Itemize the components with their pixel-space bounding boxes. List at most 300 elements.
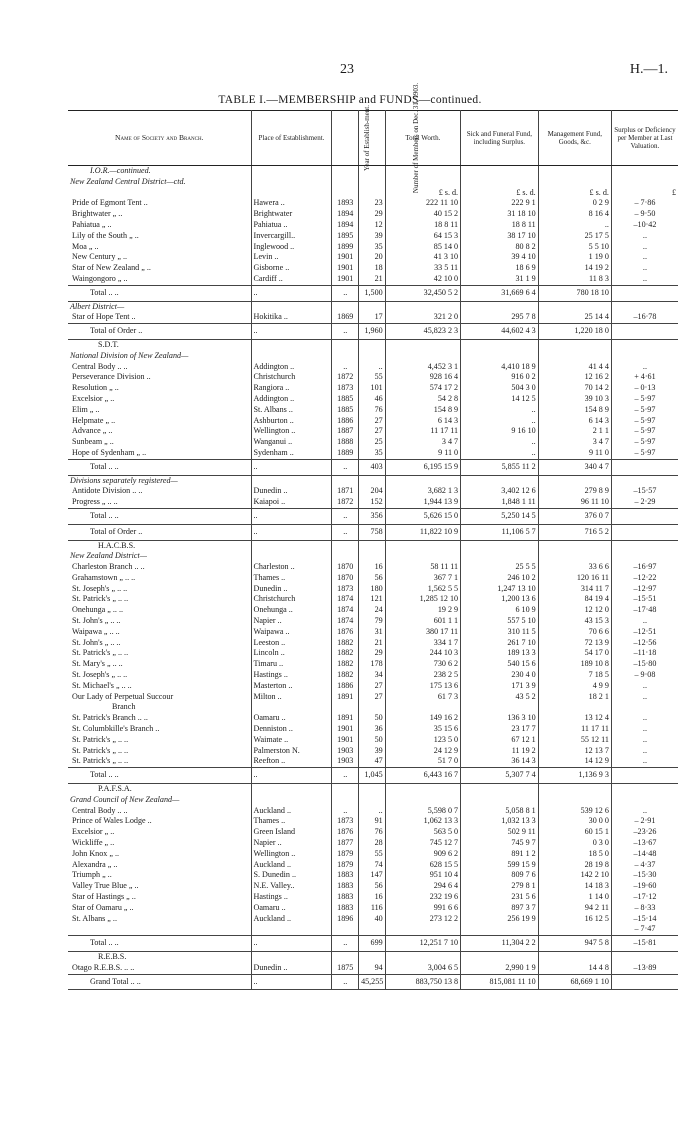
cell-society: Perseverance Division .. <box>68 372 251 383</box>
cell-management: 41 4 4 <box>538 362 611 373</box>
cell-members: 55 <box>359 849 386 860</box>
cell-members: 29 <box>359 209 386 220</box>
cell-surplus: .. <box>642 263 647 273</box>
table-row <box>68 838 678 849</box>
table-row <box>68 735 678 746</box>
cell-year <box>332 339 359 350</box>
cell-management: 13 12 4 <box>538 713 611 724</box>
cell-year: .. <box>332 362 359 373</box>
cell-place: Palmerston N. <box>251 746 332 757</box>
cell-year: 1873 <box>332 816 359 827</box>
cell-place: Hastings .. <box>251 892 332 903</box>
table-row <box>68 827 678 838</box>
cell-management: 14 18 3 <box>538 881 611 892</box>
cell-total-worth: 42 10 0 <box>385 274 460 285</box>
cell-surplus: –11·18 <box>633 648 657 658</box>
cell-total-worth: 3 4 7 <box>385 437 460 448</box>
cell-society: Helpmate „ .. <box>68 416 251 427</box>
cell-total-worth <box>385 339 460 350</box>
cell-total-worth: 123 5 0 <box>385 735 460 746</box>
cell-total-worth: 154 8 9 <box>385 405 460 416</box>
cell-members: 39 <box>359 231 386 242</box>
cell-management <box>538 924 611 935</box>
cell-society: St. Mary's „ .. .. <box>68 659 251 670</box>
cell-place: Auckland .. <box>251 860 332 871</box>
cell-surplus: .. <box>642 756 647 766</box>
cell-place: Wellington .. <box>251 426 332 437</box>
cell-total-worth: 1,062 13 3 <box>385 816 460 827</box>
cell-total-worth: 24 12 9 <box>385 746 460 757</box>
cell-society: Central Body .. .. <box>68 362 251 373</box>
cell-sick-funeral <box>461 951 539 962</box>
cell-sick-funeral: 1,200 13 6 <box>461 594 539 605</box>
cell-sick-funeral: 5,058 8 1 <box>461 806 539 817</box>
cell-surplus <box>611 351 678 362</box>
cell-society: St. Patrick's „ .. .. <box>68 594 251 605</box>
cell-members: 152 <box>359 497 386 508</box>
cell-sick-funeral <box>461 540 539 551</box>
table-row <box>68 881 678 892</box>
cell-place: Lincoln .. <box>251 648 332 659</box>
cell-total-worth: 991 6 6 <box>385 903 460 914</box>
cell-year <box>332 702 359 713</box>
cell-total-worth: 32,450 5 2 <box>385 285 460 301</box>
cell-surplus: .. <box>642 230 647 240</box>
cell-place: Reefton .. <box>251 756 332 767</box>
cell-surplus: –12·51 <box>633 626 657 636</box>
cell-place: Christchurch <box>251 372 332 383</box>
cell-surplus <box>611 795 678 806</box>
cell-surplus: –12·97 <box>633 583 657 593</box>
cell-total-worth: 1,562 5 5 <box>385 584 460 595</box>
cell-sick-funeral: 31 18 10 <box>461 209 539 220</box>
cell-members: 24 <box>359 605 386 616</box>
cell-sick-funeral: 67 12 1 <box>461 735 539 746</box>
col-header-year: Year of Establish-ment. <box>332 111 359 166</box>
cell-sick-funeral: 171 3 9 <box>461 681 539 692</box>
table-row <box>68 756 678 767</box>
cell-society: Divisions separately registered— <box>68 475 251 486</box>
cell-management <box>538 784 611 795</box>
table-row <box>68 263 678 274</box>
cell-total-worth <box>385 795 460 806</box>
cell-place: Invercargill.. <box>251 231 332 242</box>
table-row <box>68 584 678 595</box>
cell-management <box>538 951 611 962</box>
cell-sick-funeral <box>461 351 539 362</box>
cell-sick-funeral: 256 19 9 <box>461 914 539 925</box>
cell-surplus: .. <box>642 241 647 251</box>
cell-year <box>332 551 359 562</box>
cell-sick-funeral: 599 15 9 <box>461 860 539 871</box>
cell-management: 14 19 2 <box>538 263 611 274</box>
cell-place: Waipawa .. <box>251 627 332 638</box>
cell-place: Oamaru .. <box>251 903 332 914</box>
total-row <box>68 324 678 340</box>
col-header-management: Management Fund, Goods, &c. <box>538 111 611 166</box>
table-row <box>68 816 678 827</box>
cell-surplus <box>611 784 678 795</box>
cell-society: Total .. .. <box>68 936 251 952</box>
cell-management: 780 18 10 <box>538 285 611 301</box>
cell-society: Grand Council of New Zealand— <box>68 795 251 806</box>
cell-society: Star of Oamaru „ .. <box>68 903 251 914</box>
cell-surplus: –13·67 <box>633 838 657 848</box>
cell-members: 55 <box>359 372 386 383</box>
cell-society: Elim „ .. <box>68 405 251 416</box>
cell-society: New Zealand District— <box>68 551 251 562</box>
cell-year: 1876 <box>332 627 359 638</box>
cell-year: 1891 <box>332 692 359 703</box>
cell-total-worth: 6,195 15 9 <box>385 459 460 475</box>
cell-year: 1889 <box>332 448 359 459</box>
cell-society: P.A.F.S.A. <box>68 784 251 795</box>
cell-members: 27 <box>359 426 386 437</box>
cell-society: R.E.B.S. <box>68 951 251 962</box>
cell-management <box>538 702 611 713</box>
cell-place: Addington .. <box>251 362 332 373</box>
cell-surplus: –17·48 <box>633 605 657 615</box>
cell-surplus: .. <box>642 745 647 755</box>
cell-year <box>332 475 359 486</box>
cell-society: Total .. .. <box>68 768 251 784</box>
table-row <box>68 892 678 903</box>
cell-sick-funeral: .. <box>461 437 539 448</box>
cell-year: 1874 <box>332 605 359 616</box>
cell-society: New Zealand Central District—ctd. <box>68 177 251 188</box>
cell-year: .. <box>332 459 359 475</box>
cell-surplus: .. <box>642 805 647 815</box>
cell-total-worth: 334 1 7 <box>385 638 460 649</box>
cell-members: 27 <box>359 416 386 427</box>
cell-place: .. <box>251 324 332 340</box>
cell-management: 54 17 0 <box>538 648 611 659</box>
cell-place: Wellington .. <box>251 849 332 860</box>
cell-year: 1894 <box>332 220 359 231</box>
cell-sick-funeral: 279 8 1 <box>461 881 539 892</box>
cell-sick-funeral: 11 19 2 <box>461 746 539 757</box>
cell-society: Branch <box>68 702 251 713</box>
cell-place <box>251 177 332 188</box>
cell-surplus <box>611 702 678 713</box>
cell-total-worth: 33 5 11 <box>385 263 460 274</box>
cell-place: Christchurch <box>251 594 332 605</box>
cell-place: Ashburton .. <box>251 416 332 427</box>
cell-total-worth <box>385 951 460 962</box>
cell-year: 1882 <box>332 648 359 659</box>
cell-society: Grahamstown „ .. .. <box>68 573 251 584</box>
cell-society: Wickliffe „ .. <box>68 838 251 849</box>
cell-sick-funeral: 504 3 0 <box>461 383 539 394</box>
table-title: TABLE I.—MEMBERSHIP and FUNDS—continued. <box>218 94 482 106</box>
cell-surplus: .. <box>642 691 647 701</box>
cell-surplus: –15·51 <box>633 594 657 604</box>
cell-year: .. <box>332 806 359 817</box>
cell-year: 1874 <box>332 594 359 605</box>
cell-management: 14 12 9 <box>538 756 611 767</box>
cell-society: St. Patrick's „ .. .. <box>68 735 251 746</box>
cell-place: Onehunga .. <box>251 605 332 616</box>
cell-society: Hope of Sydenham „ .. <box>68 448 251 459</box>
total-row <box>68 508 678 524</box>
cell-total-worth: 9 11 0 <box>385 448 460 459</box>
section-heading-row <box>68 551 678 562</box>
col-header-members: Number of Members on Dec. 31, 1903. <box>359 111 386 166</box>
cell-sick-funeral <box>461 551 539 562</box>
cell-year: 1882 <box>332 638 359 649</box>
cell-management: 279 8 9 <box>538 486 611 497</box>
cell-surplus: .. <box>642 734 647 744</box>
cell-society: Alexandra „ .. <box>68 860 251 871</box>
cell-surplus: –23·26 <box>633 827 657 837</box>
cell-year: 1888 <box>332 437 359 448</box>
cell-sick-funeral: .. <box>461 405 539 416</box>
cell-society <box>68 188 251 199</box>
cell-sick-funeral: 31,669 6 4 <box>461 285 539 301</box>
cell-management: 72 13 9 <box>538 638 611 649</box>
cell-year: .. <box>332 508 359 524</box>
cell-members <box>359 951 386 962</box>
cell-management <box>538 351 611 362</box>
cell-society: Total of Order .. <box>68 524 251 540</box>
cell-total-worth: 1,944 13 9 <box>385 497 460 508</box>
cell-sick-funeral: 1,848 1 11 <box>461 497 539 508</box>
cell-total-worth: 628 15 5 <box>385 860 460 871</box>
cell-sick-funeral: .. <box>461 448 539 459</box>
cell-members: 101 <box>359 383 386 394</box>
cell-society: Prince of Wales Lodge .. <box>68 816 251 827</box>
cell-members: 147 <box>359 870 386 881</box>
cell-members: 1,500 <box>359 285 386 301</box>
cell-members: 27 <box>359 681 386 692</box>
cell-year <box>332 795 359 806</box>
cell-surplus: .. <box>642 680 647 690</box>
cell-sick-funeral: 502 9 11 <box>461 827 539 838</box>
cell-members: 18 <box>359 263 386 274</box>
cell-total-worth: 909 6 2 <box>385 849 460 860</box>
cell-surplus: –15·80 <box>633 659 657 669</box>
cell-society: H.A.C.B.S. <box>68 540 251 551</box>
table-row <box>68 605 678 616</box>
cell-sick-funeral: 295 7 8 <box>461 312 539 323</box>
cell-management: 1,220 18 0 <box>538 324 611 340</box>
cell-year: 1886 <box>332 416 359 427</box>
cell-surplus: –14·48 <box>633 848 657 858</box>
cell-society: Sunbeam „ .. <box>68 437 251 448</box>
cell-members: 79 <box>359 616 386 627</box>
cell-sick-funeral: 261 7 10 <box>461 638 539 649</box>
cell-place: Dunedin .. <box>251 584 332 595</box>
cell-sick-funeral: 1,032 13 3 <box>461 816 539 827</box>
cell-management: 11 8 3 <box>538 274 611 285</box>
cell-society: St. Joseph's „ .. .. <box>68 670 251 681</box>
col-header-place: Place of Establishment. <box>251 111 332 166</box>
cell-management: 12 16 2 <box>538 372 611 383</box>
cell-management: .. <box>538 220 611 231</box>
cell-society: John Knox „ .. <box>68 849 251 860</box>
cell-place: .. <box>251 974 332 990</box>
cell-surplus: + 4·61 <box>634 372 656 382</box>
cell-society: Charleston Branch .. .. <box>68 562 251 573</box>
cell-management: 12 12 0 <box>538 605 611 616</box>
cell-management: 6 14 3 <box>538 416 611 427</box>
cell-society: Valley True Blue „ .. <box>68 881 251 892</box>
cell-year: .. <box>332 974 359 990</box>
cell-place: Hastings .. <box>251 670 332 681</box>
cell-sick-funeral: 809 7 6 <box>461 870 539 881</box>
cell-surplus: – 7·86 <box>634 198 656 208</box>
section-heading-row <box>68 339 678 350</box>
cell-year: 1883 <box>332 870 359 881</box>
table-row <box>68 486 678 497</box>
cell-place: Denniston .. <box>251 724 332 735</box>
cell-society: Waipawa „ .. .. <box>68 627 251 638</box>
cell-total-worth: 58 11 11 <box>385 562 460 573</box>
cell-sick-funeral: 897 3 7 <box>461 903 539 914</box>
cell-sick-funeral <box>461 795 539 806</box>
cell-place: Hawera .. <box>251 198 332 209</box>
cell-place <box>251 951 332 962</box>
table-row <box>68 724 678 735</box>
cell-total-worth: 222 11 10 <box>385 198 460 209</box>
cell-members <box>359 784 386 795</box>
cell-members: 758 <box>359 524 386 540</box>
table-row <box>68 209 678 220</box>
cell-members: 50 <box>359 735 386 746</box>
cell-members: 94 <box>359 963 386 974</box>
cell-members: 16 <box>359 562 386 573</box>
cell-sick-funeral: 3,402 12 6 <box>461 486 539 497</box>
cell-year: 1873 <box>332 584 359 595</box>
cell-total-worth: 3,682 1 3 <box>385 486 460 497</box>
cell-members: 76 <box>359 827 386 838</box>
cell-place: Waimate .. <box>251 735 332 746</box>
cell-year: 1896 <box>332 914 359 925</box>
cell-total-worth: 61 7 3 <box>385 692 460 703</box>
cell-surplus: – 5·97 <box>634 437 656 447</box>
cell-society: Total .. .. <box>68 459 251 475</box>
cell-management: 314 11 7 <box>538 584 611 595</box>
cell-surplus: – 5·97 <box>634 426 656 436</box>
cell-members <box>359 339 386 350</box>
cell-sick-funeral: 14 12 5 <box>461 394 539 405</box>
cell-society: Moa „ .. <box>68 242 251 253</box>
cell-surplus: –12·56 <box>633 637 657 647</box>
cell-members: 35 <box>359 448 386 459</box>
cell-sick-funeral <box>461 339 539 350</box>
col-header-society: Name of Society and Branch. <box>68 111 251 166</box>
cell-place <box>251 924 332 935</box>
cell-place: Auckland .. <box>251 914 332 925</box>
cell-place: Brightwater <box>251 209 332 220</box>
cell-society: Pride of Egmont Tent .. <box>68 198 251 209</box>
cell-place: Sydenham .. <box>251 448 332 459</box>
table-row <box>68 648 678 659</box>
cell-total-worth: 601 1 1 <box>385 616 460 627</box>
cell-sick-funeral: 5,250 14 5 <box>461 508 539 524</box>
cell-place <box>251 475 332 486</box>
cell-society: National Division of New Zealand— <box>68 351 251 362</box>
cell-total-worth <box>385 177 460 188</box>
cell-members <box>359 351 386 362</box>
cell-year: 1903 <box>332 756 359 767</box>
cell-surplus: – 5·97 <box>634 404 656 414</box>
cell-place <box>251 339 332 350</box>
cell-surplus: .. <box>642 724 647 734</box>
table-row <box>68 860 678 871</box>
cell-total-worth <box>385 301 460 312</box>
cell-society: St. Joseph's „ .. .. <box>68 584 251 595</box>
cell-management: 39 10 3 <box>538 394 611 405</box>
section-heading-row <box>68 951 678 962</box>
cell-management: 716 5 2 <box>538 524 611 540</box>
cell-place: Kaiapoi .. <box>251 497 332 508</box>
cell-society: Star of New Zealand „ .. <box>68 263 251 274</box>
cell-year: 1877 <box>332 838 359 849</box>
cell-members: 31 <box>359 627 386 638</box>
cell-total-worth: 238 2 5 <box>385 670 460 681</box>
section-heading-row <box>68 475 678 486</box>
cell-surplus: –15·57 <box>633 486 657 496</box>
cell-sick-funeral <box>461 475 539 486</box>
cell-year: 1876 <box>332 827 359 838</box>
table-row <box>68 914 678 925</box>
cell-place: S. Dunedin .. <box>251 870 332 881</box>
cell-members <box>359 301 386 312</box>
cell-sick-funeral: £ s. d. <box>461 188 539 199</box>
cell-year: 1901 <box>332 274 359 285</box>
cell-sick-funeral: 246 10 2 <box>461 573 539 584</box>
cell-surplus <box>611 177 678 188</box>
cell-sick-funeral: 43 5 2 <box>461 692 539 703</box>
cell-management: 12 13 7 <box>538 746 611 757</box>
cell-surplus: –15·81 <box>611 936 678 952</box>
cell-year: 1870 <box>332 562 359 573</box>
cell-total-worth: 321 2 0 <box>385 312 460 323</box>
cell-sick-funeral <box>461 166 539 177</box>
cell-place <box>251 188 332 199</box>
cell-total-worth: 85 14 0 <box>385 242 460 253</box>
cell-place: Dunedin .. <box>251 486 332 497</box>
cell-place: Auckland .. <box>251 806 332 817</box>
cell-place: Dunedin .. <box>251 963 332 974</box>
cell-year: 1883 <box>332 903 359 914</box>
cell-place: Cardiff .. <box>251 274 332 285</box>
cell-total-worth <box>385 702 460 713</box>
total-row <box>68 524 678 540</box>
cell-surplus: –17·12 <box>633 892 657 901</box>
cell-total-worth: 6 14 3 <box>385 416 460 427</box>
cell-society: Waingongoro „ .. <box>68 274 251 285</box>
cell-society: Grand Total .. .. <box>68 974 251 990</box>
cell-management: 68,669 1 10 <box>538 974 611 990</box>
cell-society: Triumph „ .. <box>68 870 251 881</box>
cell-members: 34 <box>359 670 386 681</box>
table-row <box>68 681 678 692</box>
cell-management: 28 19 8 <box>538 860 611 871</box>
cell-year: .. <box>332 524 359 540</box>
cell-year: 1875 <box>332 963 359 974</box>
table-row <box>68 437 678 448</box>
cell-year: 1901 <box>332 724 359 735</box>
section-heading-row <box>68 351 678 362</box>
cell-place <box>251 166 332 177</box>
cell-members: 21 <box>359 274 386 285</box>
cell-total-worth: 11 17 11 <box>385 426 460 437</box>
cell-sick-funeral: 231 5 6 <box>461 892 539 903</box>
cell-society: Excelsior „ .. <box>68 827 251 838</box>
table-row <box>68 638 678 649</box>
